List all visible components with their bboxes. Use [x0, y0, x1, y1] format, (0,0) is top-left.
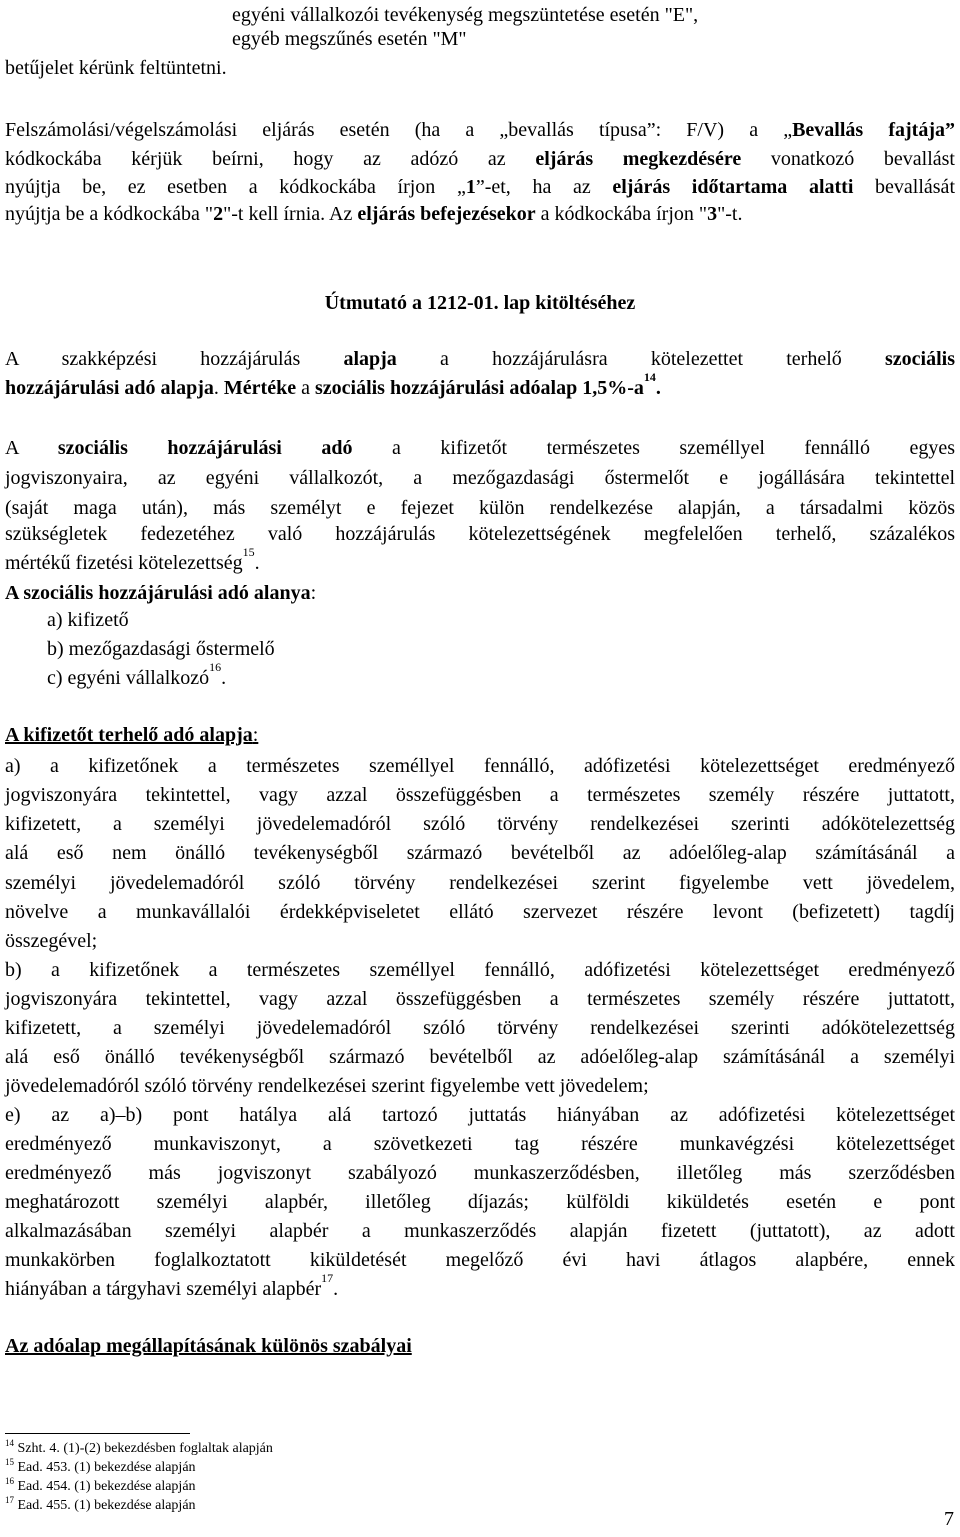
text-line: kódkockába kérjük beírni, hogy az adózó az eljárás megkezdésére vonatkozó bevallást	[5, 148, 955, 170]
text-line: munkakörben foglalkoztatott kiküldetését megelőző évi havi átlagos alapbére, ennek	[5, 1249, 955, 1271]
text-line: hiányában a tárgyhavi személyi alapbér$^{17}$.	[5, 1271, 339, 1300]
footnote: $^{14}$ Szht. 4. (1)-(2) bekezdésben foglaltak alapján	[5, 1438, 273, 1456]
text-line: jogviszonyára tekintettel, vagy azzal összefüggésben a természetes személy részére juttatott,	[5, 784, 955, 806]
footnote: $^{15}$ Ead. 453. (1) bekezdése alapján	[5, 1457, 196, 1475]
text-line: (saját maga után), más személyt e fejezet külön rendelkezése alapján, a társadalmi közös	[5, 497, 955, 519]
footnote-separator	[5, 1433, 190, 1434]
text-line: A kifizetőt terhelő adó alapja:	[5, 724, 259, 746]
footnote-ref: 17	[321, 1271, 334, 1285]
text-line: jogviszonyára tekintettel, vagy azzal összefüggésben a természetes személy részére juttatott,	[5, 988, 955, 1010]
footnote: $^{17}$ Ead. 455. (1) bekezdése alapján	[5, 1495, 196, 1513]
text-line: növelve a munkavállalói érdekképviseletet ellátó szervezet részére levont (befizetett) tagdíj	[5, 901, 955, 923]
text-line: kifizetett, a személyi jövedelemadóról szóló törvény rendelkezései szerinti adókötelezettség	[5, 813, 955, 835]
text-line: jogviszonyaira, az egyéni vállalkozót, a mezőgazdasági őstermelőt e jogállására tekintettel	[5, 467, 955, 489]
section-heading: Útmutató a 1212-01. lap kitöltéséhez	[324, 292, 636, 314]
text-line: A szociális hozzájárulási adó a kifizetőt természetes személlyel fennálló egyes	[5, 437, 956, 459]
text-line: nyújtja be, ez esetben a kódkockába írjon „1”-et, ha az eljárás időtartama alatti bevallását	[5, 176, 955, 198]
text-line: összegével;	[5, 930, 98, 952]
text-line: egyéni vállalkozói tevékenység megszüntetése esetén "E",	[232, 4, 699, 26]
text-line: meghatározott személyi alapbér, illetőleg díjazás; külföldi kiküldetés esetén e pont	[5, 1191, 955, 1213]
text-line: b) a kifizetőnek a természetes személlyel fennálló, adófizetési kötelezettséget eredményező	[5, 959, 955, 981]
text-line: nyújtja be a kódkockába "2"-t kell írnia. Az eljárás befejezésekor a kódkockába írjon "3"-t.	[5, 203, 743, 225]
footnote-ref: 14	[643, 370, 656, 384]
text-line: betűjelet kérünk feltüntetni.	[5, 57, 227, 79]
text-line: egyéb megszűnés esetén "M"	[232, 28, 467, 50]
text-line: szükségletek fedezetéhez való hozzájárulás kötelezettségének megfelelően terhelő, százalékos	[5, 523, 955, 545]
section-heading: Az adóalap megállapításának különös szabályai	[5, 1335, 412, 1357]
text-line: eredményező munkaviszonyt, a szövetkezeti tag részére munkavégzési kötelezettséget	[5, 1133, 955, 1155]
page-number: 7	[944, 1508, 954, 1530]
text-line: alá eső önálló tevékenységből származó bevételből az adóelőleg-alap számításánál a személyi	[5, 1046, 955, 1068]
footnote-ref: 16	[209, 660, 222, 674]
list-item: a) kifizető	[47, 609, 129, 631]
text-line: hozzájárulási adó alapja. Mértéke a szociális hozzájárulási adóalap $1,5\%-a^{14}$.	[5, 370, 661, 399]
text-line: alá eső nem önálló tevékenységből származó bevételből az adóelőleg-alap számításánál a	[5, 842, 955, 864]
footnote: $^{16}$ Ead. 454. (1) bekezdése alapján	[5, 1476, 196, 1494]
list-item: b) mezőgazdasági őstermelő	[47, 638, 275, 660]
text-line: A szakképzési hozzájárulás alapja a hozzájárulásra kötelezettet terhelő szociális	[5, 348, 955, 370]
text-line: mértékű fizetési kötelezettség$^{15}$.	[5, 545, 260, 574]
text-line: Felszámolási/végelszámolási eljárás esetén (ha a „bevallás típusa”: F/V) a „Bevallás fajtája”	[5, 119, 955, 141]
text-line: jövedelemadóról szóló törvény rendelkezései szerint figyelembe vett jövedelem;	[5, 1075, 649, 1097]
text-line: A szociális hozzájárulási adó alanya:	[5, 582, 317, 604]
list-item: c) egyéni vállalkozó$^{16}$.	[47, 660, 227, 689]
text-line: eredményező más jogviszonyt szabályozó munkaszerződésben, illetőleg más szerződésben	[5, 1162, 955, 1184]
text-line: e) az a)–b) pont hatálya alá tartozó juttatás hiányában az adófizetési kötelezettséget	[5, 1104, 955, 1126]
text-line: személyi jövedelemadóról szóló törvény rendelkezései szerint figyelembe vett jövedelem,	[5, 872, 955, 894]
text-line: a) a kifizetőnek a természetes személlyel fennálló, adófizetési kötelezettséget eredményező	[5, 755, 955, 777]
text-line: alkalmazásában személyi alapbér a munkaszerződés alapján fizetett (juttatott), az adott	[5, 1220, 955, 1242]
text-line: kifizetett, a személyi jövedelemadóról szóló törvény rendelkezései szerinti adókötelezettség	[5, 1017, 955, 1039]
footnote-ref: 15	[242, 545, 255, 559]
